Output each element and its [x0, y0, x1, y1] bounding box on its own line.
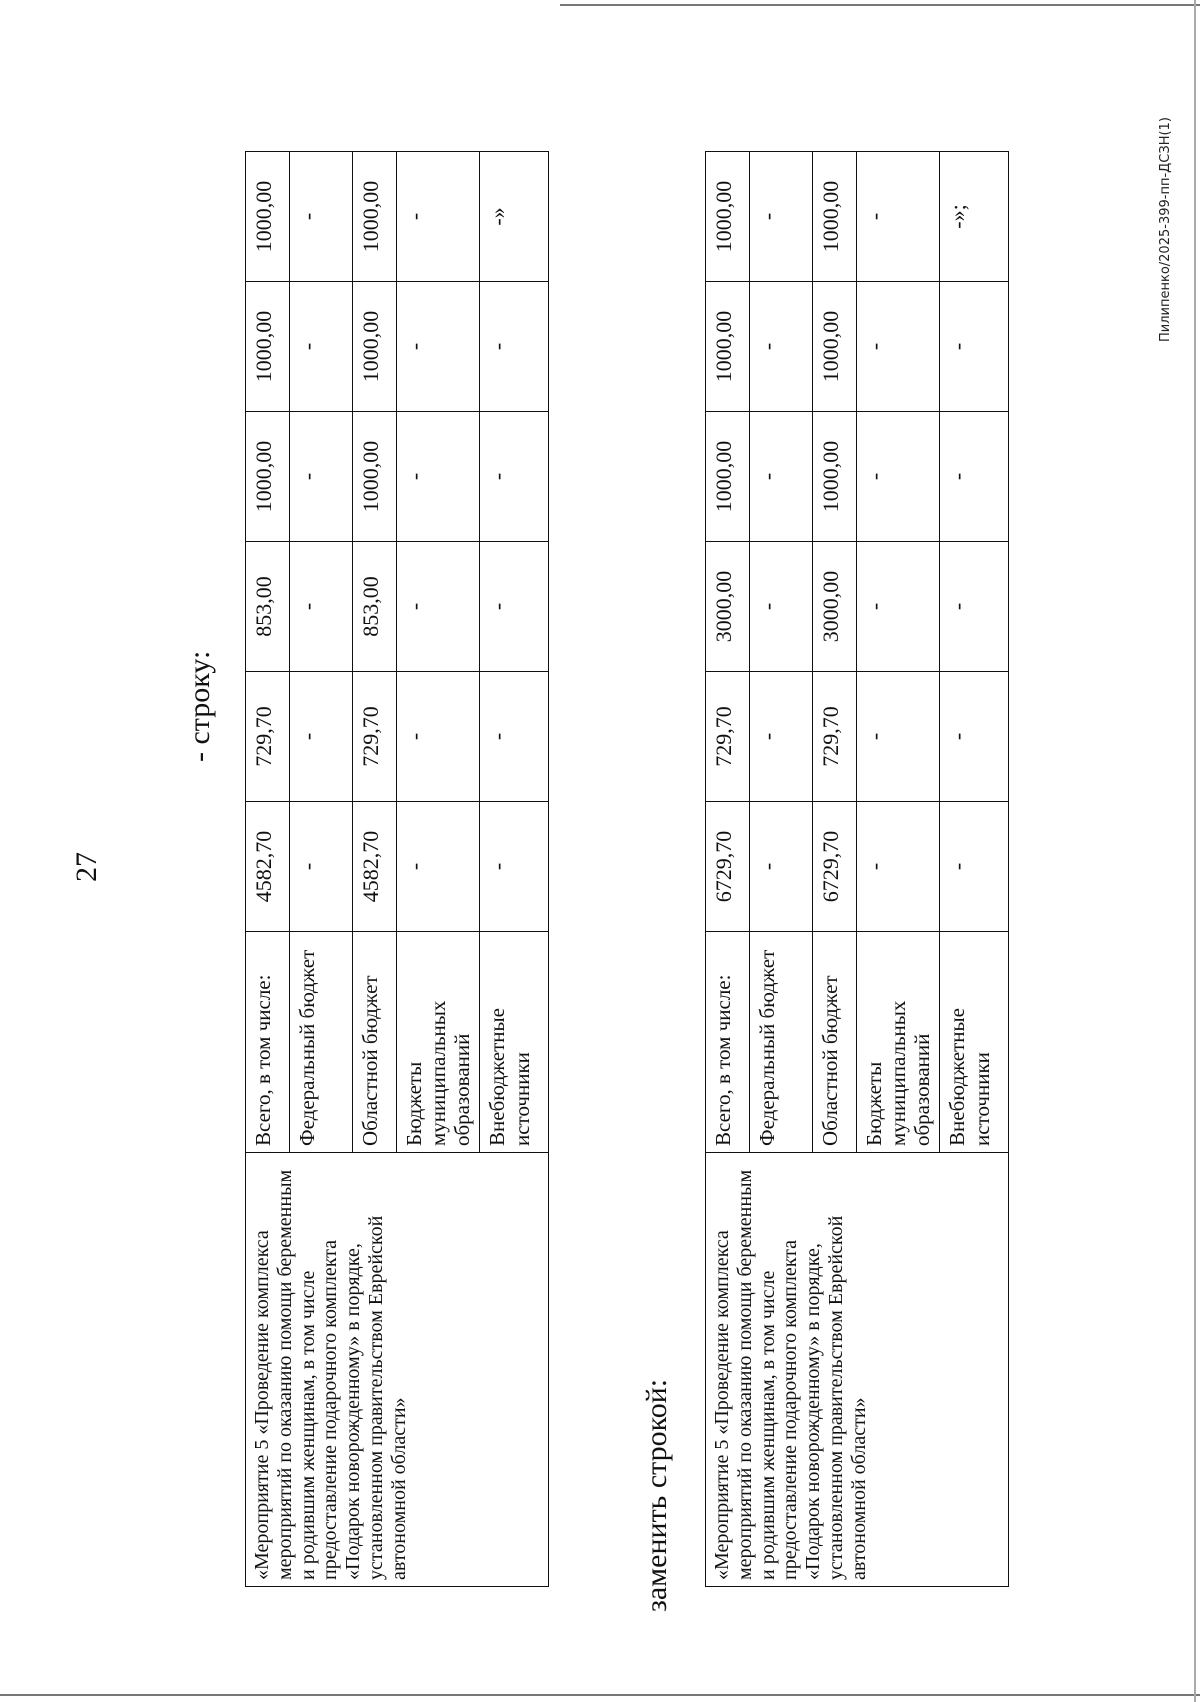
value-cell: -: [857, 412, 940, 542]
value-cell: -: [857, 152, 940, 282]
value-cell: -: [480, 282, 549, 412]
value-cell: 1000,00: [246, 412, 290, 542]
value-cell: -: [857, 672, 940, 802]
value-cell: 729,70: [813, 672, 857, 802]
funding-source: Внебюджетные источники: [940, 932, 1009, 1153]
value-cell: 1000,00: [813, 282, 857, 412]
paragraph-line-before: - строку:: [183, 650, 216, 762]
value-cell: -: [397, 282, 480, 412]
value-cell: 729,70: [353, 672, 397, 802]
table-row: [246, 152, 290, 1587]
value-cell: -: [397, 802, 480, 932]
value-cell: 853,00: [246, 542, 290, 672]
value-cell: -: [290, 152, 353, 282]
value-cell: 729,70: [706, 672, 750, 802]
value-cell: -: [940, 282, 1009, 412]
value-cell: 729,70: [246, 672, 290, 802]
value-cell: 853,00: [353, 542, 397, 672]
value-cell: -: [480, 672, 549, 802]
funding-source: Областной бюджет: [813, 932, 857, 1153]
value-cell: -: [397, 542, 480, 672]
scan-edge-line: [560, 5, 1200, 7]
scan-edge-line: [1194, 0, 1196, 1702]
paragraph-replace-with: заменить строкой:: [640, 1378, 673, 1612]
value-cell: -: [750, 152, 813, 282]
value-cell: 1000,00: [706, 152, 750, 282]
value-cell: -: [290, 412, 353, 542]
funding-source: Бюджеты муниципальных образований: [397, 932, 480, 1153]
value-cell: 1000,00: [706, 412, 750, 542]
value-cell: -: [940, 542, 1009, 672]
value-cell: -: [397, 412, 480, 542]
value-cell: -: [750, 282, 813, 412]
value-cell: -: [397, 152, 480, 282]
value-cell: -: [290, 542, 353, 672]
funding-table-before: [245, 151, 549, 1587]
funding-source: Всего, в том числе:: [246, 932, 290, 1153]
value-cell: -: [750, 672, 813, 802]
value-cell: -: [857, 542, 940, 672]
value-cell: -: [940, 412, 1009, 542]
value-cell: -: [857, 802, 940, 932]
value-cell: -: [750, 412, 813, 542]
value-cell: 1000,00: [353, 412, 397, 542]
value-cell: 1000,00: [813, 412, 857, 542]
table-row: [706, 152, 750, 1587]
footer-document-code: Пилипенко/2025-399-пп-ДСЗН(1): [1158, 117, 1173, 342]
value-cell: 1000,00: [706, 282, 750, 412]
value-cell: -: [940, 802, 1009, 932]
funding-source: Федеральный бюджет: [750, 932, 813, 1153]
value-cell: 1000,00: [353, 152, 397, 282]
value-cell: -: [750, 802, 813, 932]
page-number: 27: [70, 852, 103, 882]
measure-description: «Мероприятие 5 «Проведение комплекса мероприятий по оказанию помощи беременным и родившим женщинам, в том числе предоставление подарочного комплекта «Подарок новорожденному» в порядке, установленном правительством Еврейской автономной области»: [246, 1153, 549, 1587]
value-cell: -»: [480, 152, 549, 282]
value-cell: 4582,70: [353, 802, 397, 932]
value-cell: -»;: [940, 152, 1009, 282]
funding-source: Федеральный бюджет: [290, 932, 353, 1153]
value-cell: 6729,70: [813, 802, 857, 932]
scan-edge-line: [0, 1695, 1200, 1697]
measure-description: «Мероприятие 5 «Проведение комплекса мероприятий по оказанию помощи беременным и родившим женщинам, в том числе предоставление подарочного комплекта «Подарок новорожденному» в порядке, установленном правительством Еврейской автономной области»: [706, 1153, 1009, 1587]
funding-source: Внебюджетные источники: [480, 932, 549, 1153]
value-cell: 1000,00: [813, 152, 857, 282]
value-cell: 3000,00: [813, 542, 857, 672]
value-cell: -: [290, 802, 353, 932]
value-cell: -: [290, 282, 353, 412]
value-cell: -: [480, 802, 549, 932]
value-cell: -: [750, 542, 813, 672]
funding-source: Бюджеты муниципальных образований: [857, 932, 940, 1153]
value-cell: 3000,00: [706, 542, 750, 672]
funding-source: Всего, в том числе:: [706, 932, 750, 1153]
value-cell: 4582,70: [246, 802, 290, 932]
value-cell: -: [857, 282, 940, 412]
value-cell: -: [397, 672, 480, 802]
value-cell: -: [480, 412, 549, 542]
funding-source: Областной бюджет: [353, 932, 397, 1153]
value-cell: 1000,00: [353, 282, 397, 412]
value-cell: 1000,00: [246, 282, 290, 412]
value-cell: -: [940, 672, 1009, 802]
funding-table-after: [705, 151, 1009, 1587]
value-cell: 1000,00: [246, 152, 290, 282]
value-cell: -: [480, 542, 549, 672]
value-cell: -: [290, 672, 353, 802]
value-cell: 6729,70: [706, 802, 750, 932]
